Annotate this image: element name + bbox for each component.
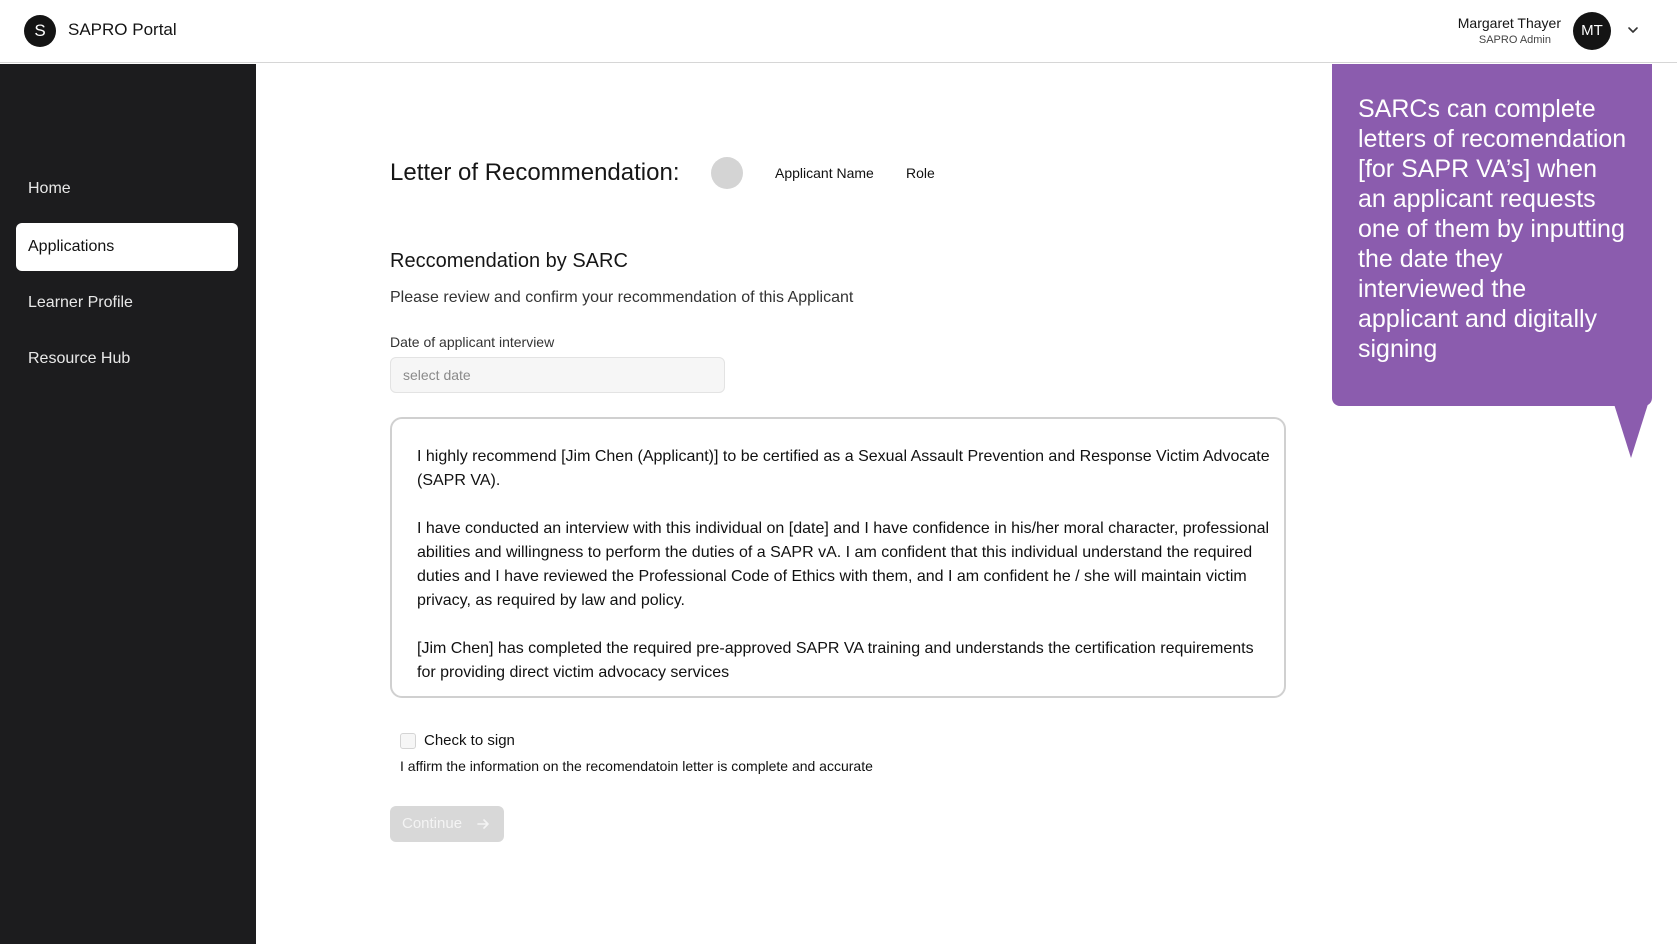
app-title[interactable]: SAPRO Portal <box>68 20 177 39</box>
continue-button-label: Continue <box>402 815 463 832</box>
letter-paragraph: [Jim Chen] has completed the required pre-approved SAPR VA training and understands the certification requirements for providing direct victim advocacy services <box>417 640 1254 681</box>
avatar[interactable]: MT <box>1573 12 1611 50</box>
sidebar-item-applications[interactable]: Applications <box>16 223 238 271</box>
date-field-label: Date of applicant interview <box>390 334 555 350</box>
continue-button[interactable] <box>390 806 504 842</box>
date-input[interactable] <box>390 357 725 393</box>
applicant-avatar <box>711 157 743 189</box>
arrow-right-icon <box>476 817 490 831</box>
applicant-role: Role <box>906 165 935 181</box>
recommendation-letter-textarea[interactable] <box>390 417 1286 698</box>
sign-checkbox-label[interactable]: Check to sign <box>424 732 515 749</box>
sidebar <box>0 64 256 944</box>
sidebar-item-learner-profile[interactable]: Learner Profile <box>28 294 133 311</box>
user-role: SAPRO Admin <box>1478 34 1551 46</box>
letter-paragraph: I have conducted an interview with this individual on [date] and I have confidence in his/her moral character, professional abilities and willingness to perform the duties of a SAPR vA. I am confident that this individual understand the required duties and I have reviewed the Professional Code of Ethics with them, and I am confident he / she will maintain victim privacy, as required by law and policy. <box>417 520 1270 609</box>
sign-checkbox[interactable] <box>400 733 416 749</box>
section-subtitle: Please review and confirm your recommendation of this Applicant <box>390 289 854 306</box>
app-logo[interactable]: S <box>24 15 56 47</box>
annotation-callout-tail <box>1614 404 1648 458</box>
applicant-name: Applicant Name <box>775 165 874 181</box>
annotation-callout: SARCs can complete letters of recomendation [for SAPR VA’s] when an applicant requests one of them by inputting the date they interviewed the applicant and digitally signing <box>1332 64 1652 406</box>
top-bar <box>0 0 1677 63</box>
page-title: Letter of Recommendation: <box>390 159 680 186</box>
affirm-statement: I affirm the information on the recomendatoin letter is complete and accurate <box>400 758 873 774</box>
chevron-down-icon[interactable] <box>1625 22 1641 38</box>
user-name: Margaret Thayer <box>1457 15 1561 31</box>
sidebar-item-home[interactable]: Home <box>28 180 71 197</box>
letter-paragraph: I highly recommend [Jim Chen (Applicant)] to be certified as a Sexual Assault Prevention and Response Victim Advocate (SAPR VA). <box>417 448 1270 489</box>
sidebar-item-resource-hub[interactable]: Resource Hub <box>28 350 131 367</box>
section-title: Reccomendation by SARC <box>390 250 628 272</box>
